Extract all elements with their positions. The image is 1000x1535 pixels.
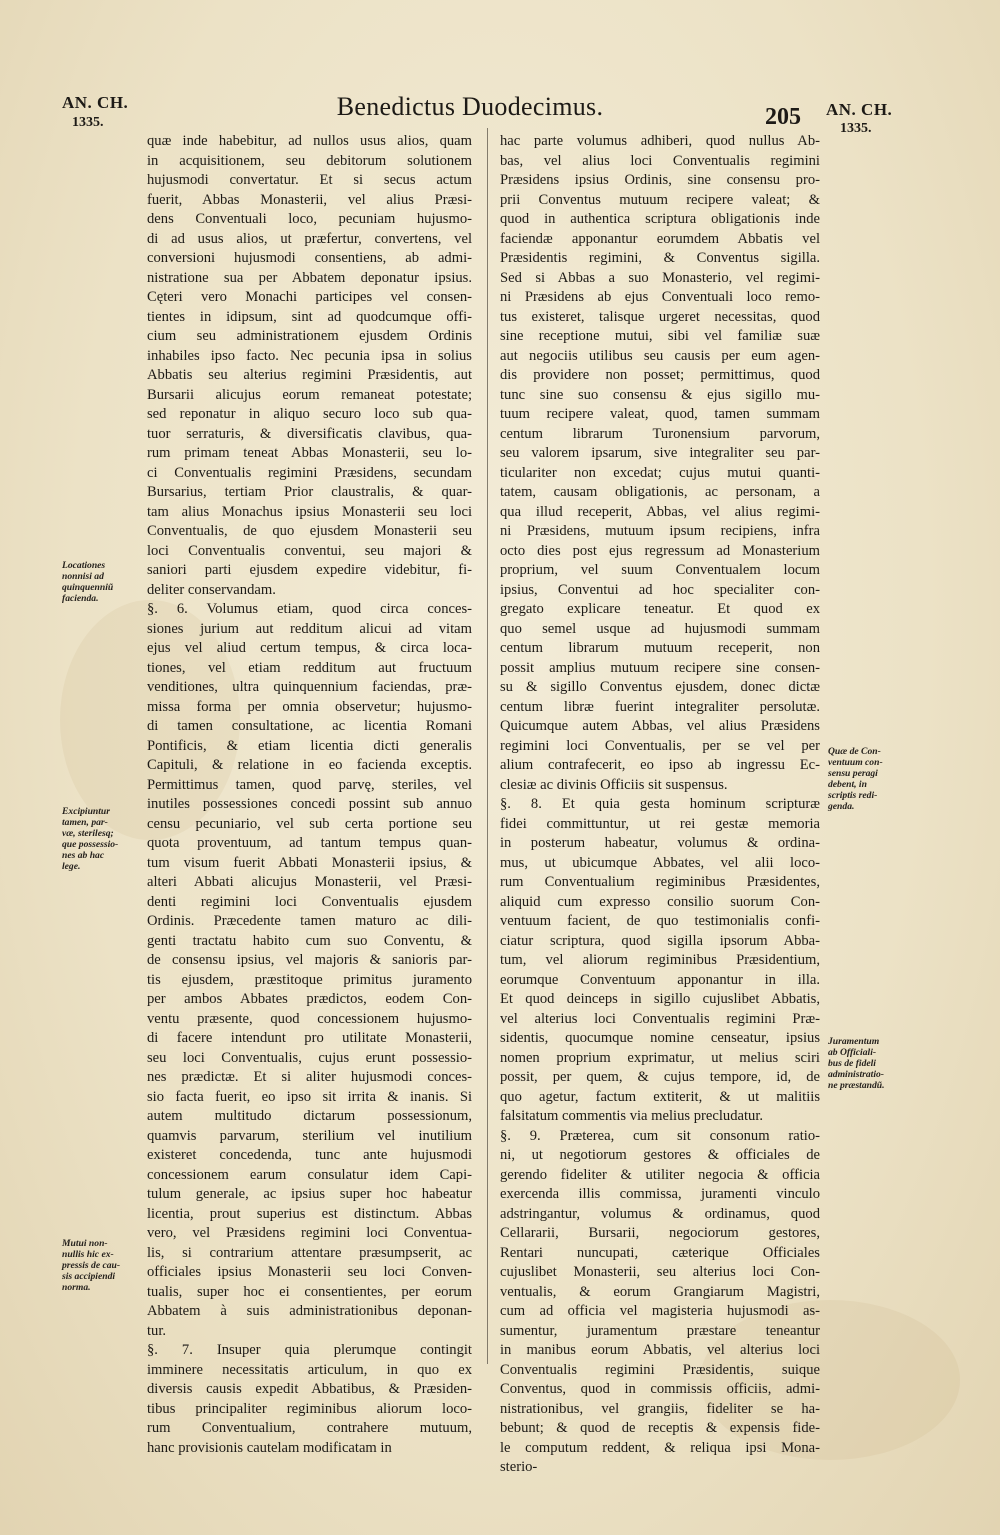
text-line: sed reponatur in aliquo securo loco sub qua- bbox=[147, 406, 472, 422]
text-line: tam alius Monachus ipsius Monasterii seu loci bbox=[147, 503, 472, 520]
page-number: 205 bbox=[765, 104, 801, 130]
column-divider bbox=[487, 128, 488, 1364]
text-line: vero, vel Præsidens regimini loci Conventua- bbox=[147, 1225, 472, 1241]
text-line: nomen proprium exprimatur, ut melius sciri bbox=[500, 1049, 820, 1066]
text-line: tibus principaliter regiminibus aliorum loco- bbox=[147, 1400, 472, 1417]
text-line: le computum reddent, & reliqua ipsi Mona- bbox=[500, 1439, 820, 1456]
text-line: mus, ut ubicumque Abbates, vel alii loco- bbox=[500, 854, 820, 871]
text-line: tatem, causam obligationis, ac personam, a bbox=[500, 484, 820, 500]
text-line: hanc provisionis cautelam modificatam in bbox=[147, 1439, 392, 1456]
text-line: exercenda illis commissa, juramenti vinculo bbox=[500, 1186, 820, 1202]
margin-note-line: nonnisi ad bbox=[62, 571, 104, 582]
margin-note-line: lege. bbox=[62, 861, 81, 872]
text-line: bas, vel alius loci Conventualis regimini bbox=[500, 152, 820, 169]
text-line: su & sigillo Conventus ejusdem, donec dictæ bbox=[500, 679, 820, 695]
text-line: venditiones, ultra quinquennium faciendas, præ- bbox=[147, 679, 472, 695]
margin-note-mutui bbox=[62, 1238, 142, 1293]
text-line: rum Conventualium, contrahere mutuum, bbox=[147, 1420, 472, 1436]
text-line: inhabiles ipso facto. Nec pecunia ipsa in solius bbox=[147, 347, 472, 364]
margin-note-line: Juramentum bbox=[828, 1036, 880, 1047]
margin-note-line: quinquenniũ bbox=[62, 582, 114, 593]
text-line: cujuslibet Monasterii, seu alterius loci Con- bbox=[500, 1264, 820, 1280]
text-line: di ad usus alios, ut præfertur, convertens, vel bbox=[147, 230, 472, 247]
margin-note-line: Locationes bbox=[62, 560, 106, 571]
text-line: ni Præsidens, mutuum ipsum recipiens, infra bbox=[500, 523, 820, 539]
margin-note-excipiuntur bbox=[62, 806, 140, 872]
text-line: ni Præsidens ab ejus Conventuali loco remo- bbox=[500, 289, 820, 305]
text-line: tum, vel aliorum regiminibus Præsidentium, bbox=[500, 952, 820, 968]
text-line: lis, si contrarium attentare præsumpserit, ac bbox=[147, 1244, 472, 1261]
text-line: tiones, vel etiam redditum aut fructuum bbox=[147, 659, 472, 676]
text-line: eorumque Conventuum apponantur in illa. bbox=[500, 971, 820, 988]
text-line: §. 6. Volumus etiam, quod circa conces- bbox=[147, 601, 472, 617]
text-line: clesiæ ac divinis Officiis sit suspensus. bbox=[500, 776, 728, 793]
text-line: tualis, super hoc ei consentientes, per eorum bbox=[147, 1283, 472, 1300]
text-line: in manibus eorum Abbatis, vel alterius loci bbox=[500, 1342, 820, 1358]
margin-note-line: facienda. bbox=[62, 593, 99, 604]
text-line: falsitatum commentis via melius precludatur. bbox=[500, 1108, 764, 1124]
text-line: deliter conservandam. bbox=[147, 581, 276, 598]
text-line: §. 8. Et quia gesta hominum scripturæ bbox=[500, 796, 820, 812]
text-line: ipsius, Conventui ad hoc specialiter con- bbox=[500, 581, 820, 598]
text-line: vel alterius loci Conventualis regimini Præ- bbox=[500, 1010, 820, 1027]
text-line: tum visum fuerit Abbati Monasterii ipsius, & bbox=[147, 854, 472, 871]
margin-note-line: genda. bbox=[828, 801, 855, 812]
text-line: tus existeret, talisque urgeret necessitas, quod bbox=[500, 308, 820, 325]
text-line: per ambos Abbates prædictos, eodem Con- bbox=[147, 991, 472, 1007]
text-line: centum librarum Turonensium parvorum, bbox=[500, 425, 820, 442]
margin-note-line: sis accipiendi bbox=[62, 1271, 116, 1282]
text-line: §. 7. Insuper quia plerumque contingit bbox=[147, 1342, 472, 1358]
right-text-column bbox=[500, 132, 820, 1478]
text-line: tuum recipere valeat, quod, tamen summam bbox=[500, 406, 820, 422]
text-line: dens Conventuali loco, pecuniam hujusmo- bbox=[147, 211, 472, 227]
text-line: Sed si Abbas a suo Monasterio, vel regimi- bbox=[500, 269, 820, 286]
text-line: fuerit, Abbas Monasterii, vel alius Præsi- bbox=[147, 191, 472, 208]
text-line: in posterum habeatur, volumus & ordina- bbox=[500, 835, 820, 851]
margin-note-line: Mutui non- bbox=[62, 1238, 108, 1249]
text-line: quota proventuum, ad tantum tempus quan- bbox=[147, 835, 472, 851]
text-line: Et quod deinceps in sigillo cujuslibet Abbatis, bbox=[500, 991, 820, 1007]
text-line: quæ inde habebitur, ad nullos usus alios, quam bbox=[147, 133, 472, 149]
text-line: sine receptione mutui, sibi vel familiæ suæ bbox=[500, 328, 820, 344]
text-line: ventuum facient, de quo testimonialis confi- bbox=[500, 913, 820, 929]
margin-note-line: pressis de cau- bbox=[62, 1260, 121, 1271]
margin-note-line: ventuum con- bbox=[828, 757, 883, 768]
text-line: adstringantur, volumus & ordinamus, quod bbox=[500, 1205, 820, 1222]
text-line: Abbatem à suis administrationibus deponan- bbox=[147, 1303, 472, 1319]
text-line: officiales ipsius Monasterii seu loci Conven- bbox=[147, 1264, 472, 1280]
text-line: ciatur scriptura, quod sigilla ipsorum Abba- bbox=[500, 932, 820, 949]
text-line: Capituli, & relatione in eo facienda exceptis. bbox=[147, 757, 472, 773]
text-line: seu loci Conventualis, cujus erunt possessio- bbox=[147, 1049, 472, 1066]
text-line: quo semel usque ad hujusmodi summam bbox=[500, 620, 820, 637]
text-line: gregato explicare teneatur. Et quod ex bbox=[500, 601, 820, 617]
text-line: concessionem earum consulatur idem Capi- bbox=[147, 1166, 472, 1183]
text-line: tunc sine suo consensu & ejus sigillo mu- bbox=[500, 386, 820, 403]
text-line: Cęteri vero Monachi participes vel consen- bbox=[147, 289, 472, 305]
text-line: imminere necessitatis articulum, in quo ex bbox=[147, 1361, 472, 1378]
text-line: existeret concedenda, tunc ante hujusmodi bbox=[147, 1147, 472, 1163]
margin-note-line: que possessio- bbox=[62, 839, 119, 850]
text-line: tur. bbox=[147, 1322, 167, 1339]
margin-note-line: bus de fideli bbox=[828, 1058, 876, 1069]
text-line: aliquid cum expresso consilio suorum Con- bbox=[500, 893, 820, 910]
text-line: Bursarii alicujus eorum remaneat potestate; bbox=[147, 386, 472, 403]
text-line: ni, ut negotiorum gestores & officiales de bbox=[500, 1147, 820, 1163]
text-line: nes prædictæ. Et si aliter hujusmodi conces- bbox=[147, 1069, 472, 1085]
text-line: cium seu administrationem ejusdem Ordinis bbox=[147, 328, 472, 344]
text-line: conversioni hujusmodi consentiens, ab admi- bbox=[147, 250, 472, 266]
left-text-column bbox=[147, 132, 472, 1458]
text-line: alium contrafecerit, eo ipso ab ingressu Ec- bbox=[500, 757, 820, 773]
text-line: hujusmodi convertatur. Et si secus actum bbox=[147, 172, 472, 188]
text-line: qua illud receperit, Abbas, vel alius regimi- bbox=[500, 503, 820, 520]
text-line: Pontificis, & etiam licentia dicti generalis bbox=[147, 737, 472, 754]
text-line: proprium, vel suum Conventualem locum bbox=[500, 562, 820, 578]
text-line: Conventualis, de quo ejusdem Monasterii seu bbox=[147, 523, 472, 539]
text-line: possit, per quem, & cujus tempore, id, de bbox=[500, 1069, 820, 1085]
text-line: diversis causis expedit Abbatibus, & Præsiden- bbox=[147, 1381, 472, 1397]
text-line: dis providere non posset; permittimus, quod bbox=[500, 367, 820, 383]
text-line: inutiles possessiones concedi possint sub annuo bbox=[147, 796, 472, 812]
text-line: ticulariter non excedat; cujus mutui quanti- bbox=[500, 464, 820, 481]
text-line: centum librarum mutuum receperit, non bbox=[500, 640, 820, 656]
margin-note-line: tamen, par- bbox=[62, 817, 108, 828]
text-line: quod in authentica scriptura obligationis inde bbox=[500, 211, 820, 227]
text-line: Rentari nuncupati, cæterique Officiales bbox=[500, 1244, 820, 1261]
text-line: tuor serraturis, & diversificatis clavibus, qua- bbox=[147, 425, 472, 442]
text-line: seu valorem ipsarum, sive integraliter seu par- bbox=[500, 445, 820, 461]
text-line: Bursarius, tertiam Prior claustralis, & quar- bbox=[147, 484, 472, 500]
text-line: §. 9. Præterea, cum sit consonum ratio- bbox=[500, 1127, 820, 1144]
text-line: genti tractatu habito cum suo Conventu, & bbox=[147, 932, 472, 949]
text-line: sidentis, quocumque nomine censeatur, ipsius bbox=[500, 1030, 820, 1046]
text-line: octo dies post ejus regressum ad Monasterium bbox=[500, 542, 820, 559]
text-line: de consensu ipsius, vel majoris & sanioris par- bbox=[147, 952, 472, 968]
text-line: bebunt; & quod de receptis & expensis fide- bbox=[500, 1420, 820, 1436]
margin-note-line: sensu peragi bbox=[828, 768, 878, 779]
text-line: cum ad officia vel magisteria hujusmodi as- bbox=[500, 1303, 820, 1319]
text-line: prii Conventus mutuum recipere valeat; & bbox=[500, 191, 820, 208]
text-line: nistrationibus, vel grangiis, fideliter se ha- bbox=[500, 1400, 820, 1417]
text-line: loci Conventualis conventui, seu majori & bbox=[147, 542, 472, 559]
text-line: di tamen consultatione, ac licentia Romani bbox=[147, 718, 472, 734]
text-line: siones jurium aut redditum alicui ad vitam bbox=[147, 620, 472, 637]
margin-note-juramentum bbox=[828, 1036, 910, 1091]
text-line: Conventus, quod in commissis officiis, admi- bbox=[500, 1381, 820, 1397]
text-line: quo agetur, factum extiterit, & ut malitiis bbox=[500, 1088, 820, 1105]
margin-note-locationes bbox=[62, 560, 140, 604]
text-line: fidei committuntur, ut rei gestæ memoria bbox=[500, 815, 820, 832]
text-line: licentia, prout superius est distinctum. Abbas bbox=[147, 1205, 472, 1222]
text-line: autem multitudo dictarum possessionum, bbox=[147, 1108, 472, 1124]
text-line: aut negociis utilibus seu causis per eum agen- bbox=[500, 347, 820, 364]
text-line: nistratione sua per Abbatem deponatur ipsius. bbox=[147, 269, 472, 286]
text-line: alteri Abbati alicujus Monasterii, vel Præsi- bbox=[147, 874, 472, 890]
text-line: denti regimini loci Conventualis ejusdem bbox=[147, 893, 472, 910]
left-year-label: 1335. bbox=[72, 115, 104, 130]
text-line: possit amplius mutuum recipere sine consen- bbox=[500, 659, 820, 676]
text-line: ventu præsente, quod concessionem hujusmo- bbox=[147, 1010, 472, 1027]
text-line: rum primam teneat Abbas Monasterii, seu lo- bbox=[147, 445, 472, 461]
text-line: sio facta fuerit, eo ipso sit irrita & inanis. Si bbox=[147, 1088, 472, 1105]
left-anno-label: AN. CH. bbox=[62, 93, 129, 112]
text-line: quamvis parvarum, sterilium vel inutilium bbox=[147, 1127, 472, 1144]
text-line: tientes in idipsum, sint ad quodcumque offi- bbox=[147, 308, 472, 325]
text-line: ejus vel aliud certum tempus, & circa loca- bbox=[147, 640, 472, 656]
text-line: Abbatis seu alterius regimini Præsidentis, aut bbox=[147, 367, 472, 383]
margin-note-line: norma. bbox=[62, 1282, 91, 1293]
margin-note-line: debent, in bbox=[828, 779, 867, 790]
text-line: rum Conventualium regiminibus Præsidentes, bbox=[500, 874, 820, 890]
text-line: missa forma per omnia observetur; hujusmo- bbox=[147, 698, 472, 715]
text-line: Præsidentis regimini, & Conventus sigilla. bbox=[500, 250, 820, 266]
text-line: saniori parti ejusdem expedire videbitur, fi- bbox=[147, 562, 472, 578]
margin-note-line: Quæ de Con- bbox=[828, 746, 881, 757]
text-line: ventualis, & eorum Grangiarum Magistri, bbox=[500, 1283, 820, 1300]
margin-note-quae-de-conventuum bbox=[828, 746, 910, 812]
margin-note-line: nullis hic ex- bbox=[62, 1249, 114, 1260]
text-line: sterio- bbox=[500, 1459, 538, 1475]
text-line: Permittimus tamen, quod parvę, steriles, vel bbox=[147, 776, 472, 793]
margin-note-line: væ, sterilesq; bbox=[62, 828, 114, 839]
text-line: Conventualis regimini Præsidentis, suique bbox=[500, 1361, 820, 1378]
margin-note-line: Excipiuntur bbox=[62, 806, 110, 817]
right-year-label: 1335. bbox=[840, 121, 872, 136]
text-line: sumentur, juramentum præstare teneantur bbox=[500, 1322, 820, 1339]
text-line: tis ejusdem, præstitoque primitus juramento bbox=[147, 971, 472, 988]
text-line: hac parte volumus adhiberi, quod nullus Ab- bbox=[500, 133, 820, 149]
margin-note-line: ne præstandũ. bbox=[828, 1080, 885, 1091]
text-line: ci Conventualis regimini Præsidens, secundam bbox=[147, 464, 472, 481]
text-line: Cellararii, Bursarii, negociorum gestores, bbox=[500, 1225, 820, 1241]
text-line: di facere intendunt pro utilitate Monasterii, bbox=[147, 1030, 472, 1046]
page-title: Benedictus Duodecimus. bbox=[336, 92, 604, 121]
text-line: centum libræ fuerint integraliter persolutæ. bbox=[500, 698, 820, 715]
text-line: in acquisitionem, seu debitorum solutionem bbox=[147, 152, 472, 169]
text-line: tulum generale, ac ipsius super hoc habeatur bbox=[147, 1186, 472, 1202]
margin-note-line: administratio- bbox=[828, 1069, 884, 1080]
text-line: faciendæ apponantur eorumdem Abbatis vel bbox=[500, 230, 820, 247]
text-line: regimini loci Conventualis, per se vel per bbox=[500, 737, 820, 754]
text-line: censu pecuniario, vel sub certa portione seu bbox=[147, 815, 472, 832]
text-line: Quicumque autem Abbas, vel alius Præsidens bbox=[500, 718, 820, 734]
margin-note-line: nes ab hac bbox=[62, 850, 105, 861]
right-anno-label: AN. CH. bbox=[826, 100, 893, 119]
text-line: Ordinis. Præcedente tamen maturo ac dili- bbox=[147, 913, 472, 929]
text-line: gerendo fideliter & utiliter negocia & officia bbox=[500, 1166, 820, 1183]
text-line: Præsidens ipsius Ordinis, sine consensu pro- bbox=[500, 172, 820, 188]
margin-note-line: scriptis redi- bbox=[828, 790, 878, 801]
margin-note-line: ab Officiali- bbox=[828, 1047, 877, 1058]
